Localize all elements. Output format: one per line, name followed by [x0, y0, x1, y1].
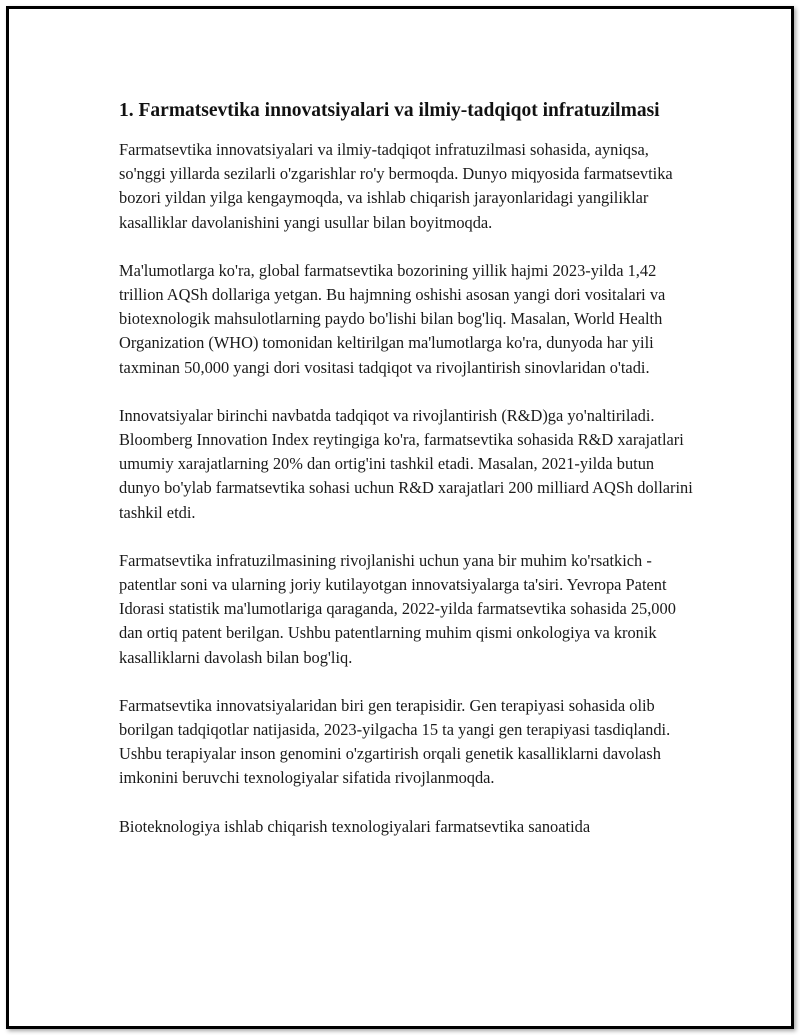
paragraph-market-overview: Farmatsevtika innovatsiyalari va ilmiy-tadqiqot infratuzilmasi sohasida, ayniqsa, so'nggi yillarda sezilarli o'zgarishlar ro'y bermoqda. Dunyo miqyosida farmatsevtika bozori yildan yilga kengaymoqda, va ishlab chiqarish jarayonlaridagi yangiliklar kasalliklar davolanishini yangi usullar bilan boyitmoqda.	[119, 140, 673, 232]
paragraph-biotech: Bioteknologiya ishlab chiqarish texnologiyalari farmatsevtika sanoatida	[119, 816, 591, 836]
document-body	[119, 97, 699, 863]
document-page	[6, 6, 794, 1029]
paragraph-rnd: Innovatsiyalar birinchi navbatda tadqiqot va rivojlantirish (R&D)ga yo'naltiriladi. Bloomberg Innovation Index reytingiga ko'ra, farmatsevtika sohasida R&D xarajatlari umumiy xarajatlarning 20% dan ortig'ini tashkil etadi. Masalan, 2021-yilda butun dunyo bo'ylab farmatsevtika sohasi uchun R&D xarajatlari 200 milliard AQSh dollarini tashkil etdi.	[119, 405, 693, 522]
paragraph-market-size: Ma'lumotlarga ko'ra, global farmatsevtika bozorining yillik hajmi 2023-yilda 1,42 trillion AQSh dollariga yetgan. Bu hajmning oshishi asosan yangi dori vositalari va biotexnologik mahsulotlarning paydo bo'lishi bilan bog'liq. Masalan, World Health Organization (WHO) tomonidan keltirilgan ma'lumotlarga ko'ra, dunyoda har yili taxminan 50,000 yangi dori vositasi tadqiqot va rivojlantirish sinovlaridan o'tadi.	[119, 260, 666, 377]
section-heading: 1. Farmatsevtika innovatsiyalari va ilmiy-tadqiqot infratuzilmasi	[119, 100, 660, 121]
paragraph-patents: Farmatsevtika infratuzilmasining rivojlanishi uchun yana bir muhim ko'rsatkich - patentlar soni va ularning joriy kutilayotgan innovatsiyalarga ta'siri. Yevropa Patent Idorasi statistik ma'lumotlariga qaraganda, 2022-yilda farmatsevtika sohasida 25,000 dan ortiq patent berilgan. Ushbu patentlarning muhim qismi onkologiya va kronik kasalliklarni davolash bilan bog'liq.	[119, 550, 676, 667]
paragraph-gene-therapy: Farmatsevtika innovatsiyalaridan biri gen terapisidir. Gen terapiyasi sohasida olib borilgan tadqiqotlar natijasida, 2023-yilgacha 15 ta yangi gen terapiyasi tasdiqlandi. Ushbu terapiyalar inson genomini o'zgartirish orqali genetik kasalliklarni davolash imkonini beruvchi texnologiyalar sifatida rivojlanmoqda.	[119, 695, 671, 788]
